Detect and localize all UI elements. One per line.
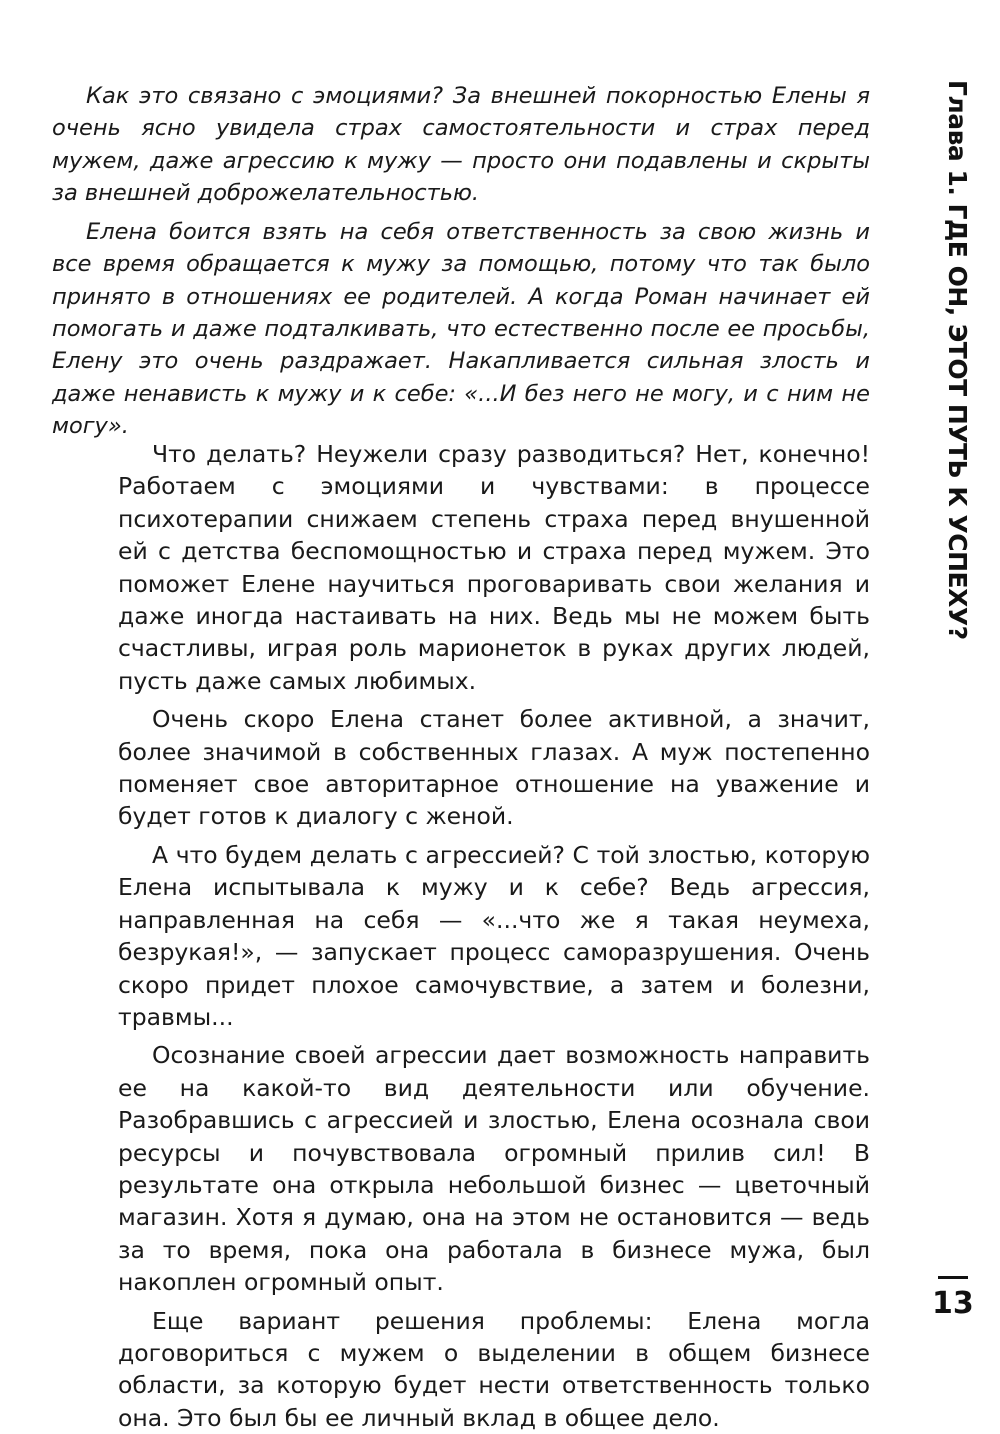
body-paragraph: Очень скоро Елена станет более активной, а значит, более значимой в собственных глазах. А муж постепенно поменяет свое авторитарное отношение на уважение и будет готов к диалогу с женой. bbox=[118, 705, 870, 831]
italic-paragraph: Елена боится взять на себя ответственность за свою жизнь и все время обращается к мужу за помощью, потому что так было принято в отношениях ее родителей. А когда Роман начинает ей помогать и даже подталкивать, что естественно после ее просьбы, Елену это очень раздражает. Накапливается сильная злость и даже ненависть к мужу и к себе: «...И без него не могу, и с ним не могу». bbox=[52, 219, 870, 439]
folio bbox=[932, 1276, 982, 1332]
italic-paragraph: Как это связано с эмоциями? За внешней покорностью Елены я очень ясно увидела страх самостоятельности и страх перед мужем, даже агрессию к мужу — просто они подавлены и скрыты за внешней доброжелательностью. bbox=[52, 83, 870, 206]
page-number: 13 bbox=[932, 1286, 974, 1321]
main-text bbox=[118, 438, 870, 1434]
italic-commentary bbox=[52, 80, 870, 442]
chapter-running-head: Глава 1. ГДЕ ОН, ЭТОТ ПУТЬ К УСПЕХУ? bbox=[943, 80, 972, 640]
body-paragraph: Осознание своей агрессии дает возможность направить ее на какой-то вид деятельности или обучение. Разобравшись с агрессией и злостью, Елена осознала свои ресурсы и почувствовала огромный прилив сил! В результате она открыла небольшой бизнес — цветочный магазин. Хотя я думаю, она на этом не остановится — ведь за то время, пока она работала в бизнесе мужа, был накоплен огромный опыт. bbox=[118, 1041, 870, 1297]
body-paragraph: А что будем делать с агрессией? С той злостью, которую Елена испытывала к мужу и к себе? Ведь агрессия, направленная на себя — «...что же я такая неумеха, безрукая!», — запускает процесс саморазрушения. Очень скоро придет плохое самочувствие, а затем и болезни, травмы... bbox=[118, 840, 870, 1031]
body-paragraph: Еще вариант решения проблемы: Елена могла договориться с мужем о выделении в общем бизнесе области, за которую будет нести ответственность только она. Это был бы ее личный вклад в общее дело. bbox=[118, 1306, 870, 1432]
folio-rule bbox=[938, 1276, 968, 1279]
body-paragraph: Что делать? Неужели сразу разводиться? Нет, конечно! Работаем с эмоциями и чувствами: в процессе психотерапии снижаем степень страха перед внушенной ей с детства беспомощностью и страха перед мужем. Это поможет Елене научиться проговаривать свои желания и даже иногда настаивать на них. Ведь мы не можем быть счастливы, играя роль марионеток в руках других людей, пусть даже самых любимых. bbox=[118, 440, 870, 695]
